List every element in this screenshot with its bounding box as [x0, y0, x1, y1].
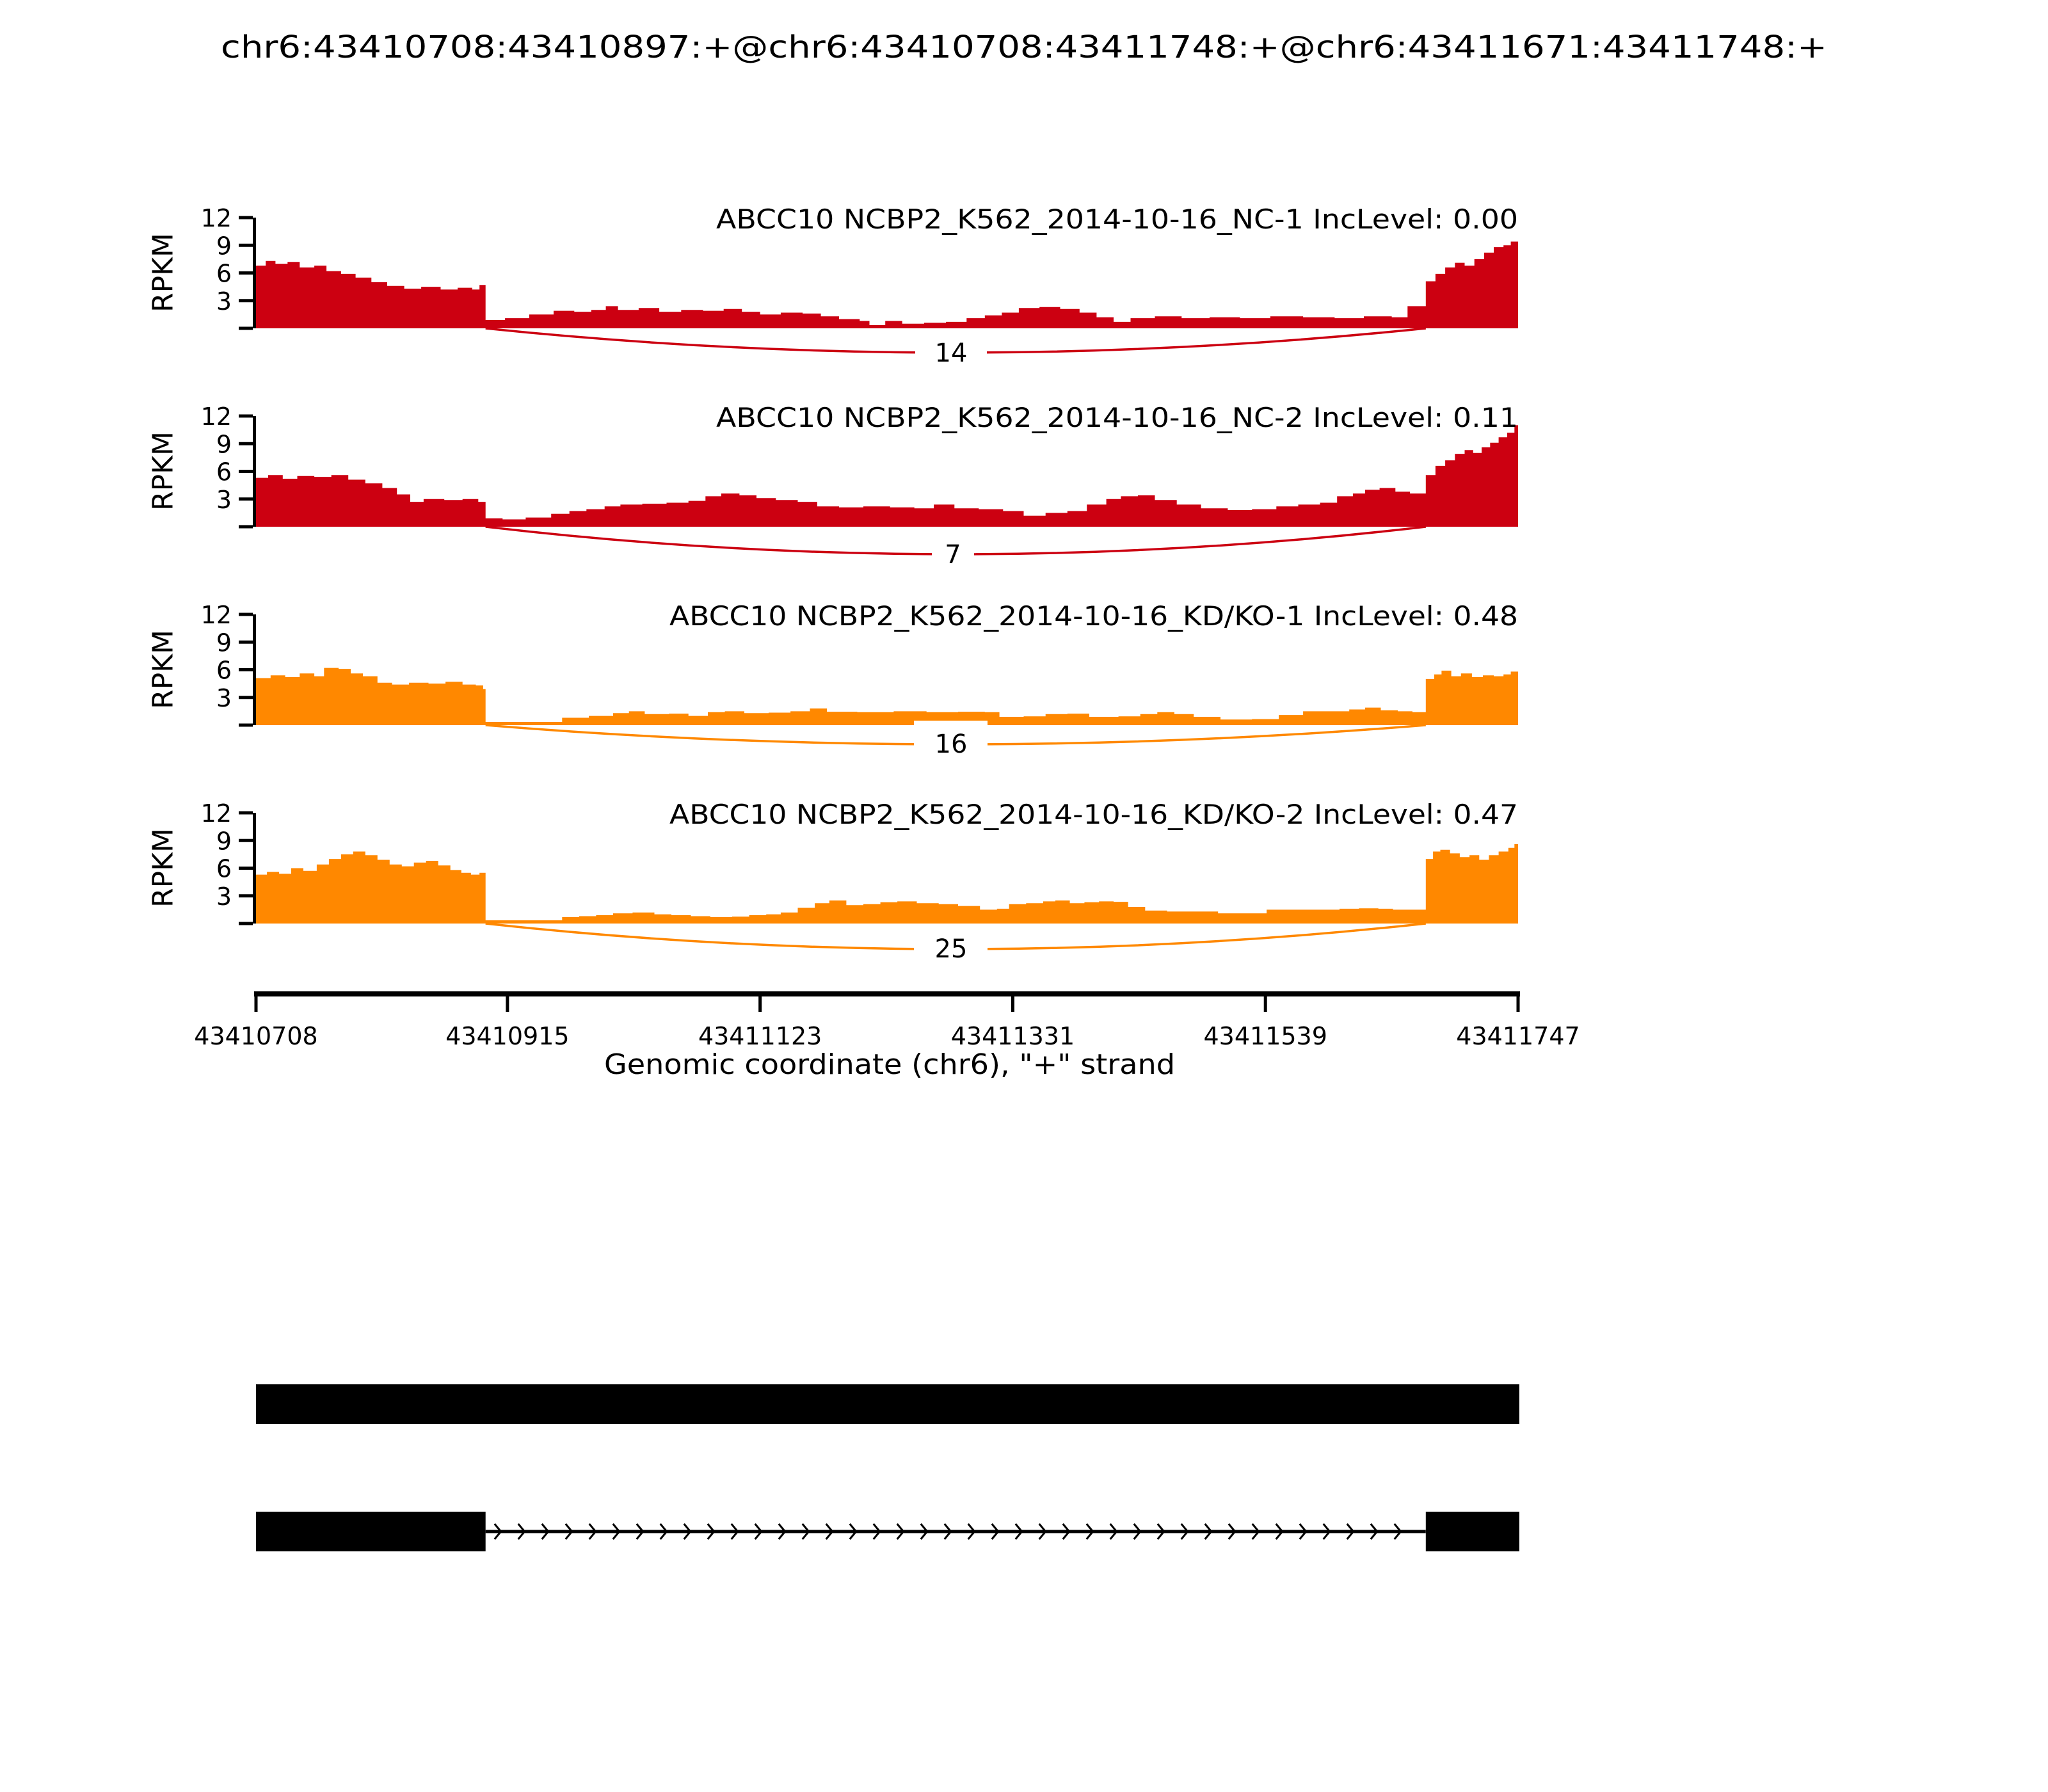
junction-count-kdko-1: 16 — [934, 730, 968, 759]
coverage-area — [256, 844, 1518, 924]
y-tick-label: 3 — [216, 287, 232, 316]
y-tick-label: 3 — [216, 684, 232, 712]
x-axis-spine — [254, 991, 1520, 996]
exon-block — [256, 1512, 486, 1551]
y-tick-label: 3 — [216, 485, 232, 514]
y-tick-label: 6 — [216, 458, 232, 486]
y-axis-tick — [239, 470, 253, 473]
y-axis-title: RPKM — [147, 233, 180, 312]
y-tick-label: 9 — [216, 430, 232, 459]
x-tick-label: 43411539 — [1203, 1022, 1327, 1050]
y-tick-label: 9 — [216, 232, 232, 260]
y-tick-label: 6 — [216, 656, 232, 685]
junction-count-kdko-2: 25 — [934, 934, 968, 964]
x-axis-tick — [1011, 991, 1014, 1012]
junction-count-nc-2: 7 — [945, 540, 961, 570]
exon-block — [1426, 1512, 1519, 1551]
y-tick-label: 6 — [216, 854, 232, 883]
y-axis-tick — [239, 216, 253, 220]
coverage-area — [256, 242, 1518, 329]
x-axis-tick — [255, 991, 258, 1012]
y-axis-tick — [239, 299, 253, 302]
x-tick-label: 43410708 — [194, 1022, 318, 1050]
x-tick-label: 43411123 — [698, 1022, 822, 1050]
genomic-axis — [194, 991, 1580, 1050]
track-label-nc-2: ABCC10 NCBP2_K562_2014-10-16_NC-2 IncLevel: 0.11 — [716, 402, 1518, 433]
y-tick-label: 3 — [216, 882, 232, 911]
y-axis-tick — [239, 922, 253, 925]
y-axis-title: RPKM — [147, 431, 180, 511]
y-axis-tick — [239, 244, 253, 247]
y-axis-spine — [253, 218, 256, 328]
y-axis-tick — [239, 327, 253, 330]
track-label-nc-1: ABCC10 NCBP2_K562_2014-10-16_NC-1 IncLevel: 0.00 — [716, 204, 1518, 235]
x-tick-label: 43410915 — [445, 1022, 570, 1050]
track-label-kdko-2: ABCC10 NCBP2_K562_2014-10-16_KD/KO-2 IncLevel: 0.47 — [669, 799, 1518, 830]
y-axis-tick — [239, 641, 253, 644]
y-axis-spine — [253, 614, 256, 725]
intron-line — [486, 1530, 1426, 1533]
x-axis-tick — [1264, 991, 1267, 1012]
y-axis-title: RPKM — [147, 630, 180, 709]
y-axis-tick — [239, 668, 253, 671]
y-axis-tick — [239, 497, 253, 500]
x-axis-tick — [758, 991, 762, 1012]
x-tick-label: 43411747 — [1456, 1022, 1580, 1050]
y-axis-tick — [239, 525, 253, 529]
isoform-diagram — [256, 1384, 1519, 1551]
track-label-kdko-1: ABCC10 NCBP2_K562_2014-10-16_KD/KO-1 IncLevel: 0.48 — [669, 600, 1518, 632]
y-axis-title: RPKM — [147, 828, 180, 908]
x-tick-label: 43411331 — [950, 1022, 1075, 1050]
x-axis-title: Genomic coordinate (chr6), "+" strand — [604, 1048, 1175, 1081]
y-tick-label: 9 — [216, 628, 232, 657]
x-axis-tick — [506, 991, 509, 1012]
coverage-area — [256, 425, 1518, 527]
y-tick-label: 12 — [200, 204, 232, 232]
y-axis-tick — [239, 724, 253, 727]
y-tick-label: 6 — [216, 259, 232, 288]
exon-block — [256, 1384, 1519, 1424]
x-axis-tick — [1517, 991, 1520, 1012]
y-tick-label: 9 — [216, 827, 232, 856]
junction-count-nc-1: 14 — [934, 339, 968, 368]
y-axis-tick — [239, 894, 253, 897]
y-tick-label: 12 — [200, 601, 232, 629]
y-axis-tick — [239, 415, 253, 418]
figure-title: chr6:43410708:43410897:+@chr6:43410708:43411748:+@chr6:43411671:43411748:+ — [221, 29, 1827, 65]
y-axis-tick — [239, 867, 253, 870]
y-axis-tick — [239, 271, 253, 275]
coverage-area — [256, 668, 1518, 725]
y-axis-tick — [239, 839, 253, 842]
y-tick-label: 12 — [200, 403, 232, 431]
y-axis-tick — [239, 442, 253, 445]
y-axis-tick — [239, 812, 253, 815]
y-axis-tick — [239, 613, 253, 616]
y-axis-spine — [253, 416, 256, 527]
y-axis-tick — [239, 696, 253, 699]
y-tick-label: 12 — [200, 799, 232, 828]
y-axis-spine — [253, 813, 256, 924]
